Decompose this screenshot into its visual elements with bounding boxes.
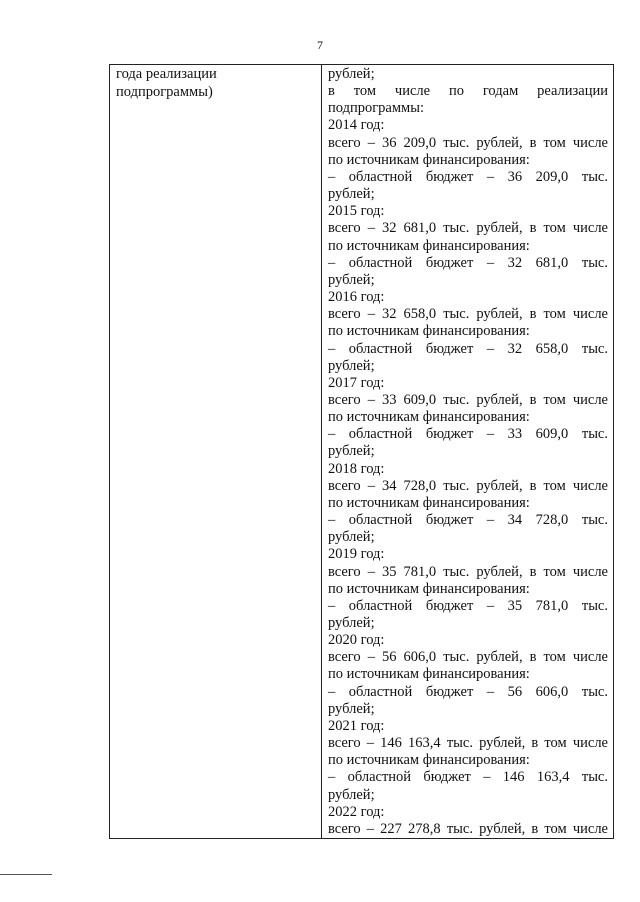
financing-line: в том числе по годам реализации — [328, 83, 608, 100]
financing-line: 2018 год: — [328, 460, 385, 477]
financing-line: по источникам финансирования: — [328, 666, 530, 683]
financing-line: по источникам финансирования: — [328, 323, 530, 340]
financing-line: рублей; — [328, 700, 375, 717]
financing-line: – областной бюджет – 32 658,0 тыс. — [328, 340, 608, 357]
financing-line: всего – 35 781,0 тыс. рублей, в том числе — [328, 563, 608, 580]
financing-line: всего – 227 278,8 тыс. рублей, в том числе — [328, 820, 608, 837]
financing-line: рублей; — [328, 786, 375, 803]
financing-line: рублей; — [328, 615, 375, 631]
financing-line: по источникам финансирования: — [328, 237, 530, 254]
financing-line: всего – 146 163,4 тыс. рублей, в том числе — [328, 735, 608, 752]
financing-line: 2016 год: — [328, 289, 385, 306]
financing-line: рублей; — [328, 271, 375, 288]
financing-line: всего – 32 658,0 тыс. рублей, в том числе — [328, 306, 608, 323]
financing-line: – областной бюджет – 34 728,0 тыс. — [328, 512, 608, 529]
financing-line: – областной бюджет – 36 209,0 тыс. — [328, 168, 608, 185]
financing-line: по источникам финансирования: — [328, 580, 530, 597]
financing-line: 2019 год: — [328, 546, 385, 563]
financing-line: рублей; — [328, 357, 375, 374]
financing-line: – областной бюджет – 146 163,4 тыс. — [328, 769, 608, 786]
financing-line: – областной бюджет – 35 781,0 тыс. — [328, 597, 608, 614]
financing-line: подпрограммы: — [328, 100, 424, 117]
financing-line: по источникам финансирования: — [328, 494, 530, 511]
financing-line: – областной бюджет – 56 606,0 тыс. — [328, 683, 608, 700]
label-line: года реализации — [116, 66, 217, 82]
financing-line: – областной бюджет – 32 681,0 тыс. — [328, 254, 608, 271]
label-line: подпрограммы) — [116, 83, 213, 100]
financing-line: всего – 56 606,0 тыс. рублей, в том числе — [328, 649, 608, 666]
financing-line: 2021 год: — [328, 717, 385, 734]
financing-line: 2022 год: — [328, 803, 385, 820]
financing-line: рублей; — [328, 186, 375, 203]
financing-line: рублей; — [328, 443, 375, 460]
financing-line: 2015 год: — [328, 203, 385, 220]
financing-line: всего – 34 728,0 тыс. рублей, в том числе — [328, 477, 608, 494]
table-cell-label — [110, 65, 322, 838]
financing-line: по источникам финансирования: — [328, 151, 530, 168]
financing-line: 2014 год: — [328, 117, 385, 134]
financing-line: 2017 год: — [328, 374, 385, 391]
financing-line: 2020 год: — [328, 632, 385, 649]
financing-line: всего – 32 681,0 тыс. рублей, в том числе — [328, 220, 608, 237]
financing-line: рублей; — [328, 529, 375, 546]
financing-line: всего – 33 609,0 тыс. рублей, в том числе — [328, 391, 608, 408]
page-number: 7 — [317, 38, 323, 52]
table-cell-financing — [322, 65, 613, 838]
financing-table — [109, 64, 614, 839]
financing-line: рублей; — [328, 66, 375, 82]
scan-edge-mark — [0, 874, 52, 875]
financing-line: – областной бюджет – 33 609,0 тыс. — [328, 426, 608, 443]
financing-line: всего – 36 209,0 тыс. рублей, в том числе — [328, 134, 608, 151]
financing-line: по источникам финансирования: — [328, 409, 530, 426]
financing-line: по источникам финансирования: — [328, 752, 530, 769]
